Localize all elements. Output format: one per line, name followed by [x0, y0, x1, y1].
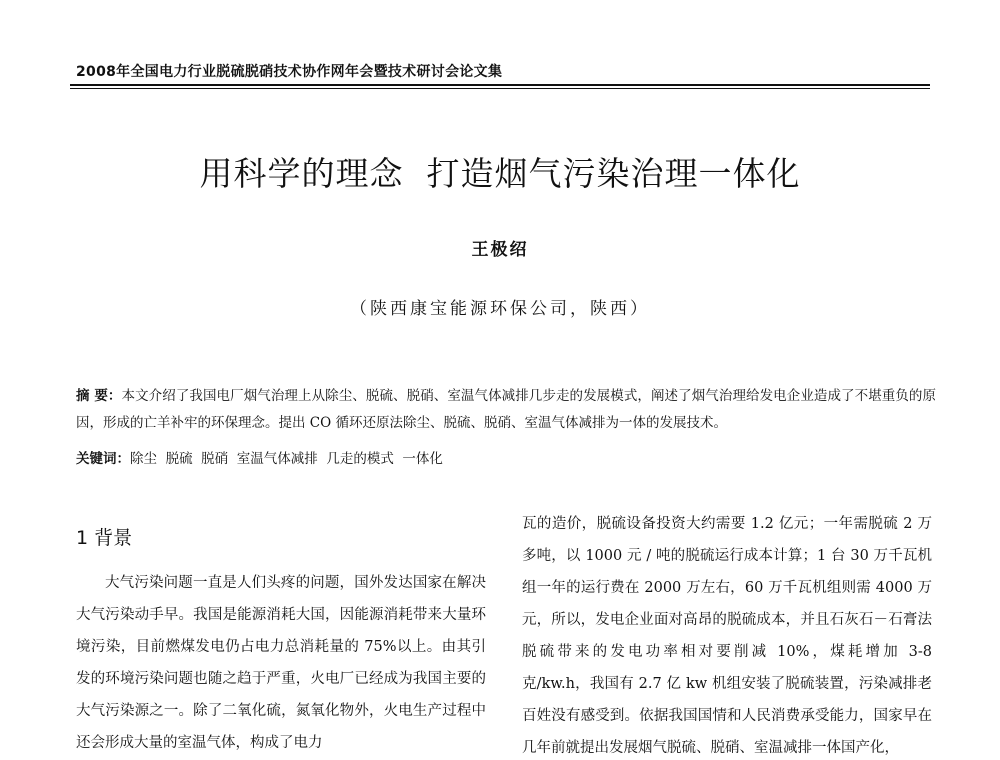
- author-name: 王极绍: [471, 240, 529, 260]
- header-rule-thick: [70, 84, 930, 86]
- abstract: [76, 383, 936, 437]
- author-affiliation: （陕西康宝能源环保公司，陕西）: [350, 299, 650, 319]
- abstract-text: 本文介绍了我国电厂烟气治理上从除尘、脱硫、脱硝、室温气体减排几步走的发展模式，阐述了烟气治理给发电企业造成了不堪重负的原因，形成的亡羊补牢的环保理念。提出 CO 循环还原法除尘、脱硫、脱硝、室温气体减排为一体的发展技术。: [76, 388, 937, 431]
- keywords-text: 除尘 脱硫 脱硝 室温气体减排 几走的模式 一体化: [130, 451, 443, 467]
- paper-title: 用科学的理念 打造烟气污染治理一体化: [199, 154, 801, 193]
- header-rule-thin: [70, 88, 930, 89]
- running-header: 2008年全国电力行业脱硫脱硝技术协作网年会暨技术研讨会论文集: [76, 64, 503, 80]
- body-column-right: 瓦的造价，脱硫设备投资大约需要 1.2 亿元；一年需脱硫 2 万多吨，以 1000 元 / 吨的脱硫运行成本计算；1 台 30 万千瓦机组一年的运行费在 2000 万左右，60 万千瓦机组则需 4000 万元，所以，发电企业面对高昂的脱硫成本，并且石灰石－石膏法脱硫带来的发电功率相对要削减 10%，煤耗增加 3-8 克/kw.h，我国有 2.7 亿 kw 机组安装了脱硫装置，污染减排老百姓没有感受到。依据我国国情和人民消费承受能力，国家早在几年前就提出发展烟气脱硫、脱硝、室温减排一体国产化，: [522, 516, 932, 756]
- keywords: [76, 446, 936, 473]
- keywords-label: 关键词：: [76, 451, 130, 467]
- section-heading-background: 1 背景: [76, 527, 133, 549]
- abstract-label: 摘 要：: [76, 388, 122, 404]
- body-column-left: 大气污染问题一直是人们头疼的问题，国外发达国家在解决大气污染动手早。我国是能源消耗大国，因能源消耗带来大量环境污染，目前燃煤发电仍占电力总消耗量的 75%以上。由其引发的环境污染问题也随之趋于严重，火电厂已经成为我国主要的大气污染源之一。除了二氧化硫，氮氧化物外，火电生产过程中还会形成大量的室温气体，构成了电力: [76, 575, 486, 751]
